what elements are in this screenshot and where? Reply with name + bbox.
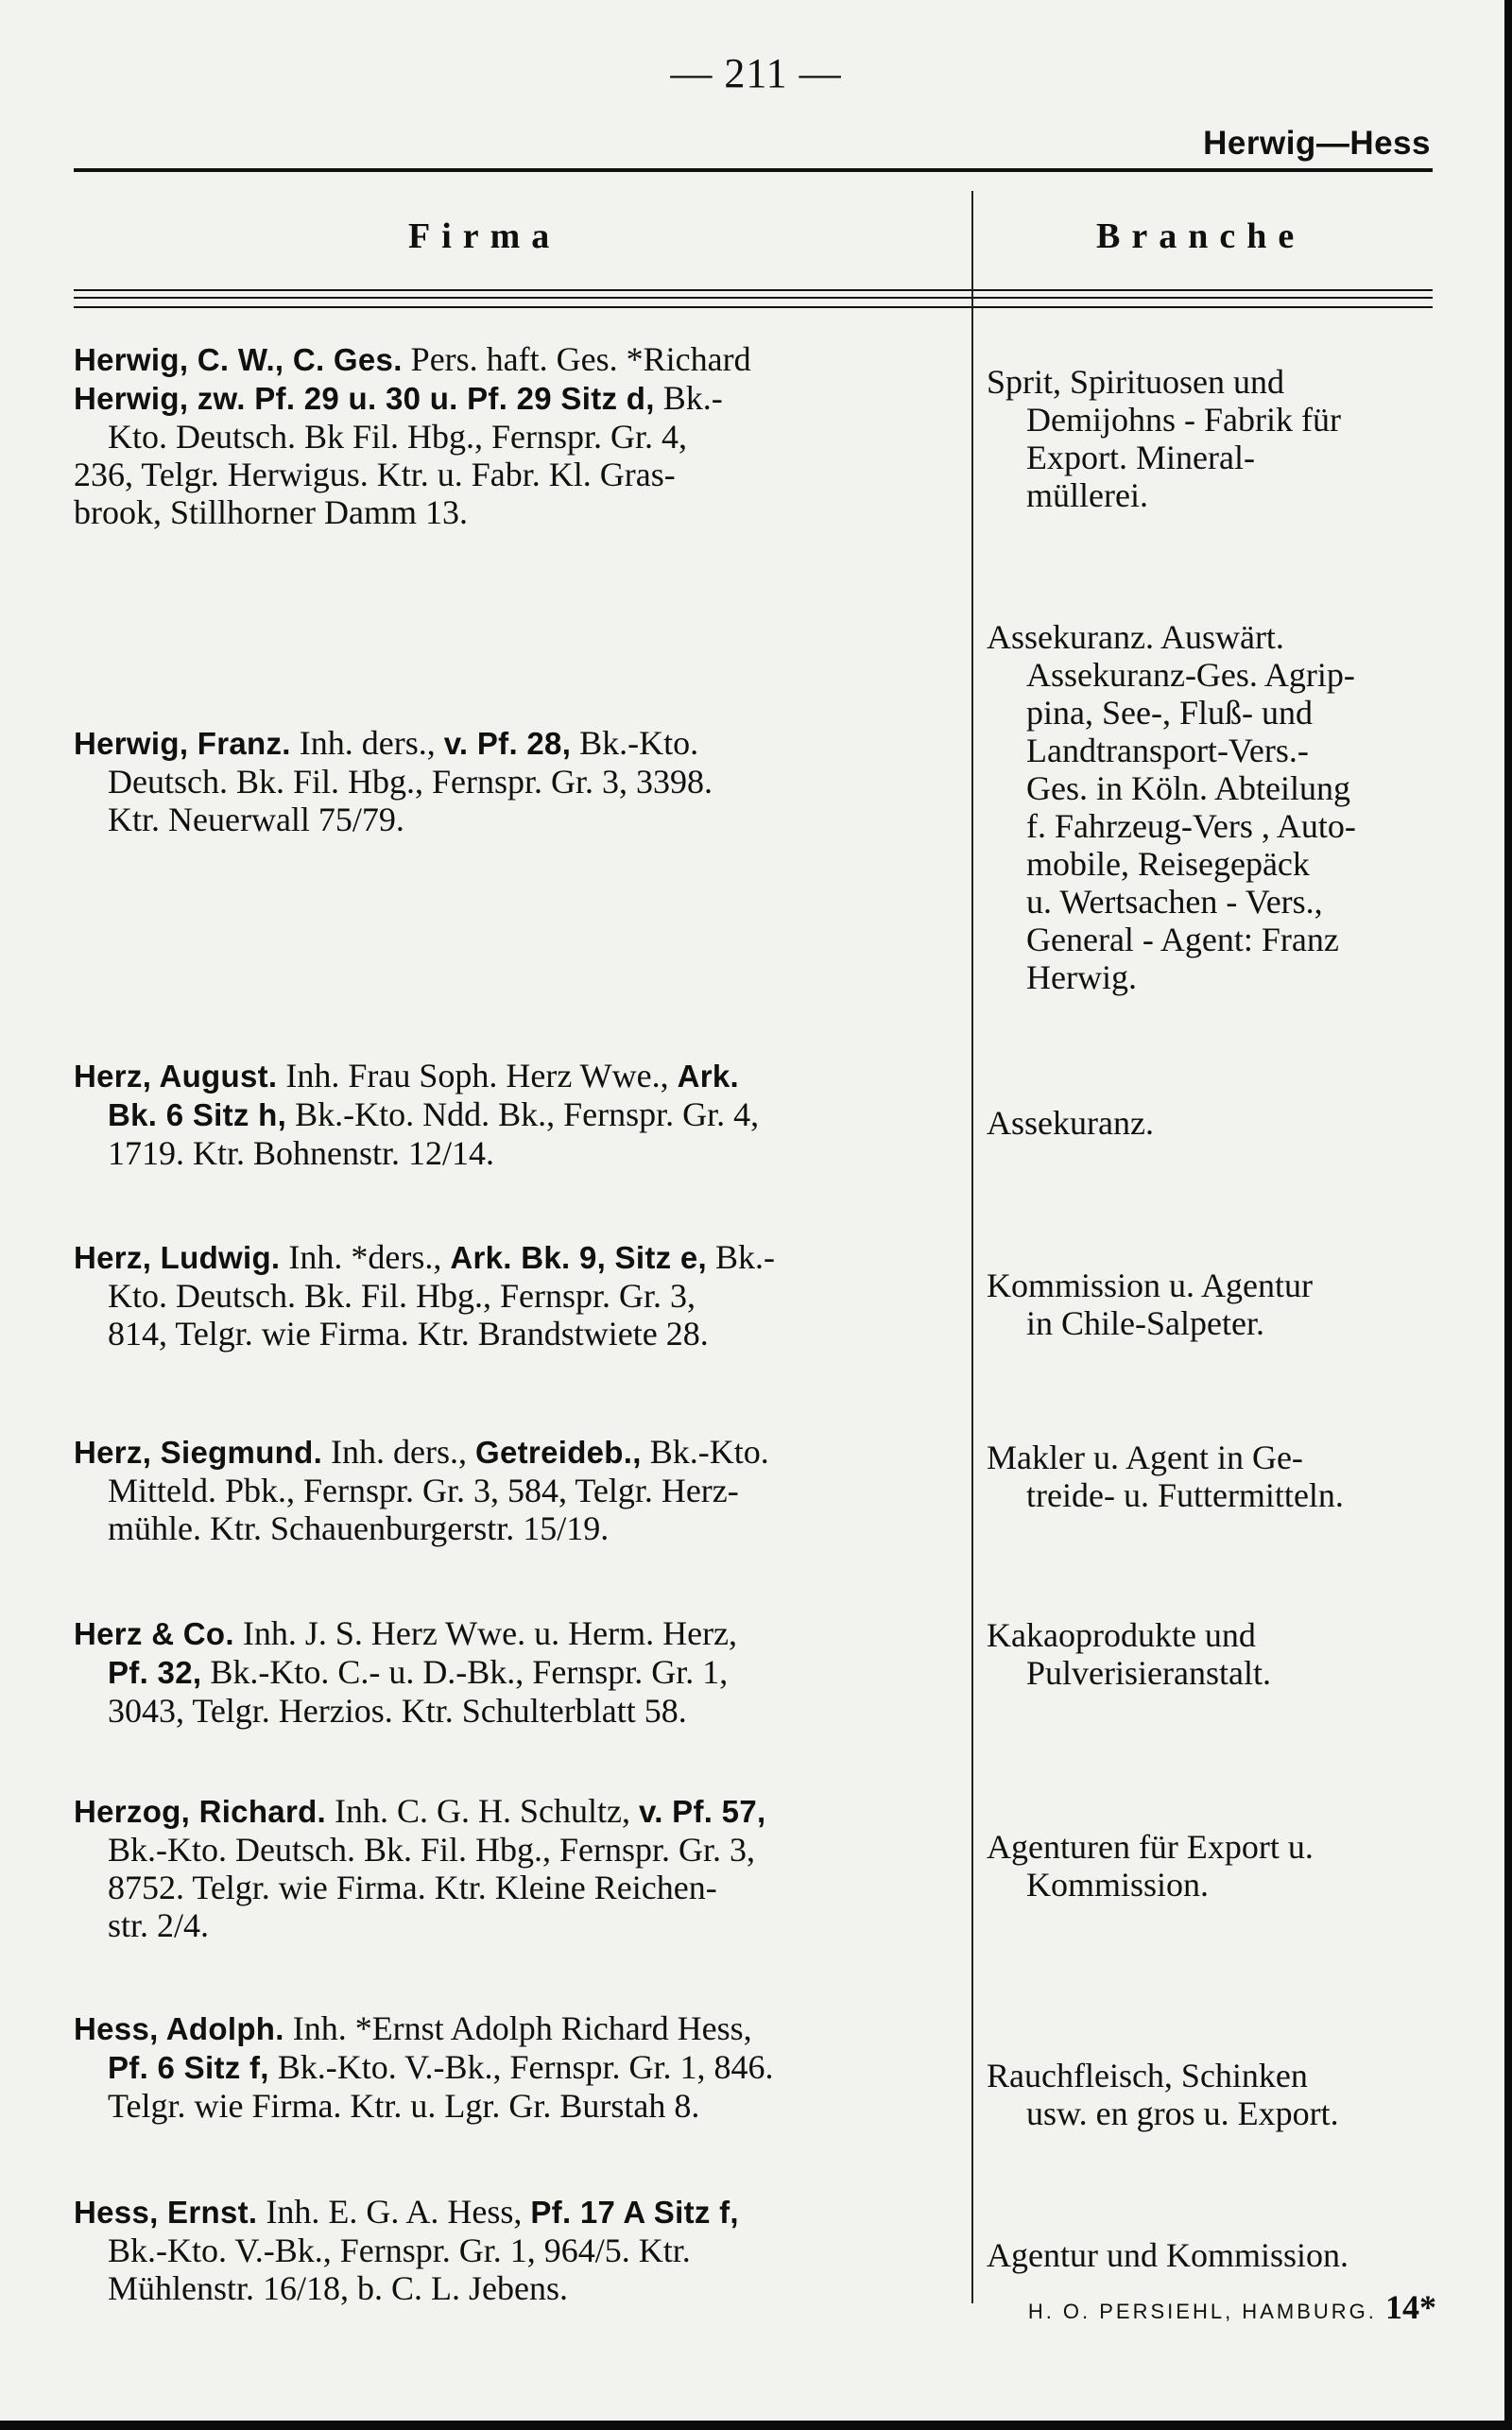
entry-hess-ernst: Hess, Ernst. Inh. E. G. A. Hess, Pf. 17 A Sitz f, Bk.-Kto. V.-Bk., Fernspr. Gr. 1, 964/5. Ktr. Mühlenstr. 16/18, b. C. L. Jebens. — [74, 2193, 739, 2307]
firm-name: Herwig, Franz. — [74, 726, 291, 761]
page-number: — 211 — — [670, 50, 842, 96]
signature-mark: 14* — [1385, 2288, 1436, 2326]
branche-hess-adolph: Rauchfleisch, Schinken usw. en gros u. Export. — [987, 2057, 1339, 2132]
firm-name: Herz, Ludwig. — [74, 1240, 281, 1275]
branche-hess-ernst: Agentur und Kommission. — [987, 2236, 1349, 2274]
firm-name: Herz, August. — [74, 1059, 278, 1094]
firm-name: Hess, Ernst. — [74, 2195, 258, 2230]
firm-name: Herzog, Richard. — [74, 1794, 327, 1829]
column-divider — [971, 191, 973, 2303]
firm-name: Hess, Adolph. — [74, 2011, 284, 2046]
branche-herz-ludwig: Kommission u. Agentur in Chile-Salpeter. — [987, 1267, 1314, 1342]
branche-herzog-richard: Agenturen für Export u. Kommission. — [987, 1828, 1314, 1904]
branche-herz-co: Kakaoprodukte und Pulverisieranstalt. — [987, 1616, 1271, 1692]
entry-herwig-franz: Herwig, Franz. Inh. ders., v. Pf. 28, Bk.-Kto. Deutsch. Bk. Fil. Hbg., Fernspr. Gr. 3, 3398. Ktr. Neuerwall 75/79. — [74, 724, 713, 838]
branche-herwig-cw: Sprit, Spirituosen und Demijohns - Fabrik für Export. Mineral- müllerei. — [987, 363, 1341, 514]
column-header-firma: Firma — [408, 216, 561, 256]
printer-imprint — [1028, 2287, 1436, 2327]
branche-herz-august: Assekuranz. — [987, 1104, 1154, 1142]
entry-herz-ludwig: Herz, Ludwig. Inh. *ders., Ark. Bk. 9, Sitz e, Bk.- Kto. Deutsch. Bk. Fil. Hbg., Fernspr. Gr. 3, 814, Telgr. wie Firma. Ktr. Brandstwiete 28. — [74, 1238, 776, 1353]
firm-name: Herwig, C. W., C. Ges. — [74, 342, 403, 377]
header-rule-3 — [74, 306, 1433, 308]
entry-herz-co: Herz & Co. Inh. J. S. Herz Wwe. u. Herm. Herz, Pf. 32, Bk.-Kto. C.- u. D.-Bk., Fernspr. Gr. 1, 3043, Telgr. Herzios. Ktr. Schulterblatt 58. — [74, 1614, 738, 1730]
branche-herwig-franz: Assekuranz. Auswärt. Assekuranz-Ges. Agrip- pina, See-, Fluß- und Landtransport-Vers.- Ges. in Köln. Abteilung f. Fahrzeug-Vers , Auto- mobile, Reisegepäck u. Wertsachen - Vers., General - Agent: Franz Herwig. — [987, 618, 1356, 996]
printer-name: H. O. PERSIEHL, HAMBURG. — [1027, 2300, 1377, 2323]
entry-herz-siegmund: Herz, Siegmund. Inh. ders., Getreideb., Bk.-Kto. Mitteld. Pbk., Fernspr. Gr. 3, 584, Telgr. Herz- mühle. Ktr. Schauenburgerstr. 15/19. — [74, 1433, 769, 1547]
entry-hess-adolph: Hess, Adolph. Inh. *Ernst Adolph Richard Hess, Pf. 6 Sitz f, Bk.-Kto. V.-Bk., Fernspr. Gr. 1, 846. Telgr. wie Firma. Ktr. u. Lgr. Gr. Burstah 8. — [74, 2009, 774, 2125]
header-rule-2 — [74, 297, 1433, 299]
entry-herz-august: Herz, August. Inh. Frau Soph. Herz Wwe., Ark. Bk. 6 Sitz h, Bk.-Kto. Ndd. Bk., Fernspr. Gr. 4, 1719. Ktr. Bohnenstr. 12/14. — [74, 1057, 760, 1172]
firm-name: Herz & Co. — [74, 1616, 234, 1651]
scan-edge-bottom — [0, 2421, 1512, 2430]
column-header-branche: Branche — [1096, 216, 1306, 256]
header-rule-1 — [74, 289, 1433, 291]
branche-herz-siegmund: Makler u. Agent in Ge- treide- u. Futtermitteln. — [987, 1439, 1344, 1514]
running-head: Herwig—Hess — [1203, 125, 1431, 162]
firm-name: Herz, Siegmund. — [74, 1435, 323, 1470]
top-rule — [74, 168, 1433, 172]
entry-herwig-cw: Herwig, C. W., C. Ges. Pers. haft. Ges. *Richard Herwig, zw. Pf. 29 u. 30 u. Pf. 29 Sitz d, Bk.- Kto. Deutsch. Bk Fil. Hbg., Fernspr. Gr. 4, 236, Telgr. Herwigus. Ktr. u. Fabr. Kl. Gras- brook, Stillhorner Damm 13. — [74, 340, 751, 531]
entry-herzog-richard: Herzog, Richard. Inh. C. G. H. Schultz, v. Pf. 57, Bk.-Kto. Deutsch. Bk. Fil. Hbg., Fernspr. Gr. 3, 8752. Telgr. wie Firma. Ktr. Kleine Reichen- str. 2/4. — [74, 1792, 766, 1944]
scan-edge-right — [1504, 0, 1512, 2430]
